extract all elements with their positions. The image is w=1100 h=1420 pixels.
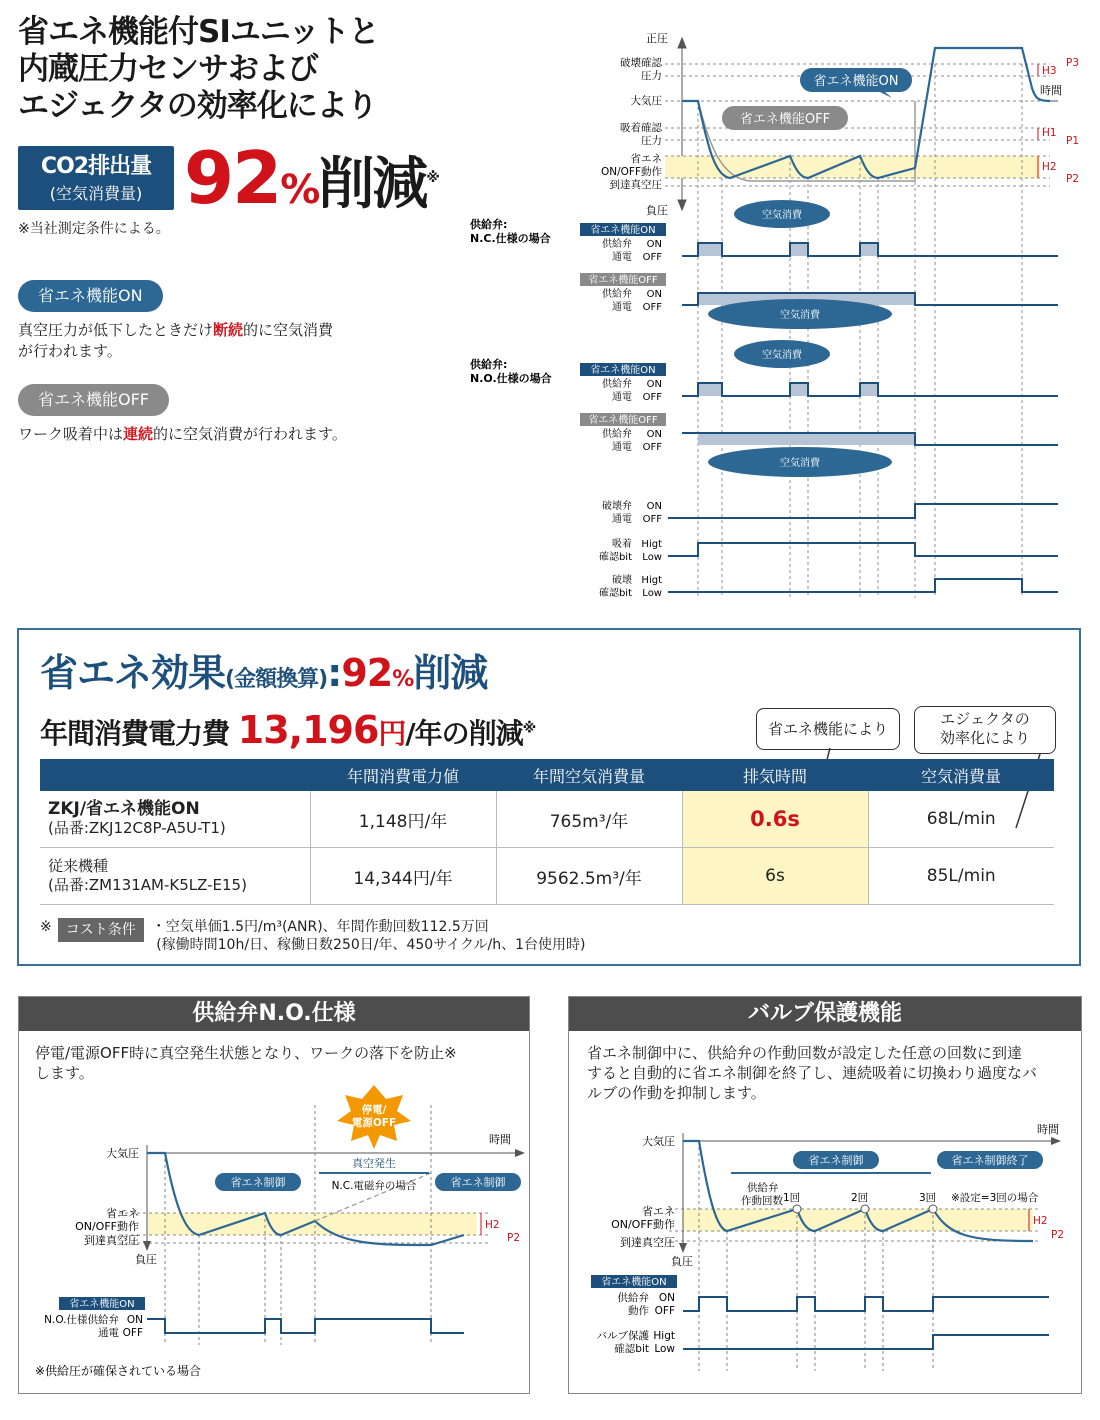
label-adsorb-confirm-1: 吸着確認 — [620, 122, 662, 134]
table-cell-model — [40, 848, 310, 905]
valve-protect-desc-1: 省エネ制御中に、供給弁の作動回数が設定した任意の回数に到達 — [587, 1044, 1023, 1062]
adsorb-bit-1: 吸着 — [612, 539, 632, 550]
no-on-off: OFF — [642, 392, 662, 403]
headline-line-3: エジェクタの効率化により — [18, 88, 377, 124]
table-row — [40, 791, 1054, 848]
no-spec-time-arrow — [515, 1149, 525, 1157]
callout-eco-on-text: 省エネ機能ON — [813, 74, 899, 89]
row-name: 従来機種 — [48, 857, 109, 875]
break-bit-high: Higt — [641, 575, 662, 586]
no-off-valve-1: 供給弁 — [602, 429, 632, 440]
vp-on: ON — [658, 1292, 675, 1304]
cloud-4-text: 空気消費 — [780, 458, 820, 469]
effect-subtitle — [40, 708, 535, 752]
vp-count-dot — [793, 1205, 801, 1213]
nc-off-on: ON — [646, 289, 662, 300]
mode-off-text-1: ワーク吸着中は — [18, 425, 124, 443]
vp-reach: 到達真空圧 — [620, 1236, 675, 1249]
vp-time-arrow — [1051, 1137, 1061, 1145]
label-reach: 到達真空圧 — [609, 179, 662, 191]
vp-valve-signal — [683, 1297, 1049, 1311]
table-cell-highlight: 0.6s — [682, 791, 868, 848]
adsorb-bit-high: Higt — [641, 539, 662, 550]
cost-line-2: (稼働時間10h/日、稼働日数250日/年、450サイクル/h、1台使用時) — [156, 937, 586, 953]
adsorb-bit-signal — [668, 543, 1058, 556]
no-spec-nc-case: N.C.電磁弁の場合 — [331, 1180, 417, 1192]
co2-label: CO2排出量 — [40, 154, 152, 179]
vp-count-dot — [929, 1205, 937, 1213]
mode-off-text-red: 連続 — [123, 425, 154, 443]
valve-protect-description — [587, 1043, 1081, 1103]
table-cell: 9562.5m³/年 — [496, 848, 682, 905]
table-header — [40, 759, 310, 791]
mode-off-block — [18, 384, 347, 445]
vp-atmos: 大気圧 — [642, 1135, 675, 1148]
effect-sub-2: /年の削減 — [405, 717, 523, 750]
no-spec-reach: 到達真空圧 — [84, 1234, 139, 1247]
marker-p1: P1 — [1066, 135, 1080, 147]
no-spec-time: 時間 — [489, 1133, 511, 1146]
nc-on-valve-1: 供給弁 — [602, 239, 632, 250]
valve-protect-chart — [569, 1121, 1079, 1391]
no-spec-desc-1: 停電/電源OFF時に真空発生状態となり、ワークの落下を防止※ — [35, 1044, 457, 1062]
no-on-tag-text: 省エネ機能ON — [590, 365, 656, 376]
no-spec-vac-gen: 真空発生 — [352, 1157, 396, 1170]
table-cell: 1,148円/年 — [310, 791, 496, 848]
no-on-valve-1: 供給弁 — [602, 379, 632, 390]
no-on-air — [698, 383, 722, 396]
no-spec-valve-2: 通電 — [98, 1327, 119, 1339]
table-header-row — [40, 759, 1054, 791]
valve-protect-desc-2: すると自動的に省エネ制御を終了し、連続吸着に切換わり過度なバ — [587, 1064, 1038, 1082]
label-adsorb-confirm-2: 圧力 — [641, 135, 662, 147]
no-title-1: 供給弁: — [470, 358, 508, 371]
no-spec-eco-ctrl-1-text: 省エネ制御 — [230, 1176, 286, 1189]
no-spec-axis-arrow — [143, 1241, 151, 1251]
vp-off: OFF — [654, 1305, 675, 1317]
vp-c2: 2回 — [851, 1192, 869, 1204]
mode-on-block — [18, 280, 333, 362]
break-valve-off: OFF — [642, 514, 662, 525]
vp-eco-ctrl-text: 省エネ制御 — [808, 1154, 864, 1167]
break-bit-1: 破壊 — [612, 575, 632, 586]
nc-on-air — [698, 243, 722, 256]
callout-eco-on-tail — [880, 92, 892, 98]
adsorb-bit-2: 確認bit — [598, 552, 632, 563]
no-spec-chart — [19, 1085, 527, 1385]
break-valve-on: ON — [646, 501, 662, 512]
table-cell-highlight: 6s — [682, 848, 868, 905]
no-spec-eco-2: ON/OFF動作 — [75, 1220, 139, 1233]
vp-p2: P2 — [1051, 1229, 1065, 1241]
label-positive: 正圧 — [646, 32, 668, 45]
valve-protect-desc-3: ルブの作動を抑制します。 — [587, 1084, 766, 1102]
adsorb-bit-low: Low — [642, 552, 662, 563]
vp-bit-2: 確認bit — [614, 1343, 649, 1355]
nc-on-tag-text: 省エネ機能ON — [590, 225, 656, 236]
break-valve-1: 破壊弁 — [602, 501, 632, 512]
vp-c1: 1回 — [783, 1192, 801, 1204]
no-spec-power-off-2: 電源OFF — [351, 1117, 397, 1129]
no-spec-eco-1: 省エネ — [106, 1207, 139, 1220]
nc-off-valve-1: 供給弁 — [602, 289, 632, 300]
marker-h2: H2 — [1042, 161, 1057, 173]
no-off-tag-text: 省エネ機能OFF — [588, 415, 658, 426]
no-spec-foot: ※供給圧が確保されている場合 — [35, 1364, 202, 1378]
cloud-1-text: 空気消費 — [762, 210, 802, 221]
effect-sub-unit: 円 — [378, 717, 406, 750]
vp-valve-1: 供給弁 — [617, 1292, 649, 1304]
no-spec-on: ON — [126, 1314, 143, 1326]
mode-on-text-1: 真空圧力が低下したときだけ — [18, 321, 214, 339]
no-spec-eco-ctrl-2-text: 省エネ制御 — [450, 1176, 506, 1189]
label-time: 時間 — [1040, 84, 1062, 97]
break-valve-2: 通電 — [612, 514, 632, 525]
measurement-note: ※当社測定条件による。 — [18, 221, 170, 237]
no-spec-panel — [18, 996, 530, 1394]
mode-off-text-2: 的に空気消費が行われます。 — [153, 425, 347, 443]
row-model: (品番:ZKJ12C8P-A5U-T1) — [48, 819, 226, 837]
vp-bit-signal — [683, 1335, 1049, 1349]
row-model: (品番:ZM131AM-K5LZ-E15) — [48, 876, 247, 894]
vp-count-1: 供給弁 — [747, 1182, 779, 1194]
nc-title-1: 供給弁: — [470, 218, 508, 231]
mode-off-description — [18, 424, 347, 445]
nc-on-off: OFF — [642, 252, 662, 263]
vp-eco-end-text: 省エネ制御終了 — [951, 1154, 1029, 1167]
reduction-number: 92 — [184, 136, 281, 220]
no-spec-neg: 負圧 — [135, 1253, 157, 1266]
co2-badge — [18, 146, 174, 210]
no-spec-h2: H2 — [485, 1219, 500, 1231]
effect-sub-num: 13,196 — [237, 708, 379, 752]
nc-title-2: N.C.仕様の場合 — [470, 232, 551, 245]
break-bit-2: 確認bit — [598, 588, 632, 599]
headline — [18, 14, 379, 125]
nc-on-air — [790, 243, 808, 256]
effect-title-1: 省エネ効果 — [40, 651, 226, 695]
marker-p2: P2 — [1066, 173, 1080, 185]
nc-off-tag-text: 省エネ機能OFF — [588, 275, 658, 286]
break-valve-signal — [668, 504, 1058, 518]
break-bit-signal — [668, 579, 1058, 592]
vp-c3: 3回 — [919, 1192, 937, 1204]
reduction-figure — [184, 138, 438, 230]
nc-off-off: OFF — [642, 302, 662, 313]
vp-h2: H2 — [1033, 1215, 1048, 1227]
effect-sub-1: 年間消費電力費 — [40, 717, 230, 750]
table-row — [40, 848, 1054, 905]
vp-tag-text: 省エネ機能ON — [601, 1277, 667, 1288]
effect-sub-mark: ※ — [522, 720, 536, 737]
table-header: 空気消費量 — [868, 759, 1054, 791]
vp-setting: ※設定=3回の場合 — [951, 1192, 1039, 1204]
timing-chart — [460, 28, 1090, 608]
cloud-3-text: 空気消費 — [762, 350, 802, 361]
vp-valve-2: 動作 — [628, 1305, 649, 1317]
valve-protect-title: バルブ保護機能 — [569, 997, 1081, 1031]
cost-text — [152, 918, 586, 954]
no-spec-desc-2: します。 — [35, 1064, 94, 1082]
no-spec-title: 供給弁N.O.仕様 — [19, 997, 529, 1031]
label-negative: 負圧 — [646, 204, 668, 217]
no-spec-atmos: 大気圧 — [106, 1147, 139, 1160]
no-spec-power-off-1: 停電/ — [361, 1104, 387, 1116]
no-on-air — [860, 383, 878, 396]
vp-time: 時間 — [1037, 1123, 1059, 1136]
reduction-percent: % — [280, 167, 319, 213]
vp-high: Higt — [653, 1330, 675, 1342]
axis-arrow-up — [678, 38, 686, 48]
table-cell-model — [40, 791, 310, 848]
no-off-off: OFF — [642, 442, 662, 453]
no-spec-band — [147, 1213, 477, 1235]
vp-neg: 負圧 — [671, 1255, 693, 1268]
no-spec-tag-text: 省エネ機能ON — [69, 1299, 135, 1310]
mode-off-pill: 省エネ機能OFF — [18, 384, 169, 416]
no-on-on: ON — [646, 379, 662, 390]
label-break-confirm-1: 破壊確認 — [620, 57, 662, 69]
mode-on-text-red: 断続 — [213, 321, 244, 339]
vp-eco-2: ON/OFF動作 — [611, 1218, 675, 1231]
cloud-2-text: 空気消費 — [780, 310, 820, 321]
label-eco-1: 省エネ — [630, 153, 662, 165]
vp-count-2: 作動回数 — [741, 1195, 783, 1207]
label-break-confirm-2: 圧力 — [641, 70, 662, 82]
nc-on-valve-2: 通電 — [612, 252, 632, 263]
effect-title-num: 92 — [341, 651, 393, 695]
comparison-table — [40, 759, 1054, 905]
table-cell: 85L/min — [868, 848, 1054, 905]
effect-title-2: (金額換算) — [225, 667, 328, 692]
no-spec-signal — [147, 1319, 464, 1333]
table-cell: 14,344円/年 — [310, 848, 496, 905]
table-cell: 68L/min — [868, 791, 1054, 848]
no-off-air — [698, 433, 915, 445]
co2-sublabel: (空気消費量) — [49, 184, 143, 203]
vp-axis-arrow — [679, 1243, 687, 1253]
vp-count-dot — [861, 1205, 869, 1213]
callout-eco-off-text: 省エネ機能OFF — [739, 112, 831, 127]
mode-on-text-3: が行われます。 — [18, 342, 122, 360]
marker-h3: H3 — [1042, 65, 1057, 77]
marker-p3: P3 — [1066, 57, 1080, 69]
vp-eco-1: 省エネ — [642, 1205, 675, 1218]
reduction-mark: ※ — [426, 170, 438, 186]
mode-on-text-2: 的に空気消費 — [243, 321, 334, 339]
break-bit-low: Low — [642, 588, 662, 599]
bubble-ejector — [914, 706, 1056, 754]
bubble-ejector-1: エジェクタの — [940, 710, 1030, 728]
no-spec-valve-1: N.O.仕様供給弁 — [44, 1314, 119, 1326]
no-off-valve-2: 通電 — [612, 442, 632, 453]
cost-line-1: ・空気単価1.5円/m³(ANR)、年間作動回数112.5万回 — [151, 919, 489, 935]
label-eco-2: ON/OFF動作 — [600, 166, 662, 178]
cost-note — [40, 918, 586, 954]
no-on-valve-2: 通電 — [612, 392, 632, 403]
table-header: 年間空気消費量 — [496, 759, 682, 791]
valve-protect-panel — [568, 996, 1082, 1394]
effect-title-3: : — [327, 651, 342, 695]
table-header: 年間消費電力値 — [310, 759, 496, 791]
no-on-air — [790, 383, 808, 396]
bubble-ejector-2: 効率化により — [939, 729, 1030, 747]
nc-on-air — [860, 243, 878, 256]
effect-title-4: 削減 — [413, 651, 488, 695]
effect-title-pct: % — [392, 667, 414, 692]
marker-h1: H1 — [1042, 127, 1057, 139]
cost-mark: ※ — [40, 919, 52, 935]
effect-title — [40, 642, 487, 697]
nc-on-on: ON — [646, 239, 662, 250]
mode-on-description — [18, 320, 333, 362]
table-cell: 765m³/年 — [496, 791, 682, 848]
mode-on-pill: 省エネ機能ON — [18, 280, 163, 312]
no-title-2: N.O.仕様の場合 — [470, 372, 552, 385]
vp-bit-1: バルブ保護 — [596, 1330, 649, 1342]
axis-arrow-down — [678, 200, 686, 210]
no-spec-off: OFF — [122, 1327, 143, 1339]
vp-low: Low — [654, 1343, 675, 1355]
bubble-eco: 省エネ機能により — [756, 708, 900, 750]
cost-badge: コスト条件 — [58, 918, 144, 942]
no-spec-description — [35, 1043, 529, 1083]
nc-off-valve-2: 通電 — [612, 302, 632, 313]
row-name: ZKJ/省エネ機能ON — [48, 799, 200, 819]
label-atmos: 大気圧 — [630, 95, 662, 107]
reduction-word: 削減 — [318, 152, 427, 217]
table-header: 排気時間 — [682, 759, 868, 791]
headline-line-1: 省エネ機能付SIユニットと — [18, 14, 379, 50]
no-spec-p2: P2 — [507, 1232, 521, 1244]
headline-line-2: 内蔵圧力センサおよび — [18, 51, 318, 87]
no-off-on: ON — [646, 429, 662, 440]
